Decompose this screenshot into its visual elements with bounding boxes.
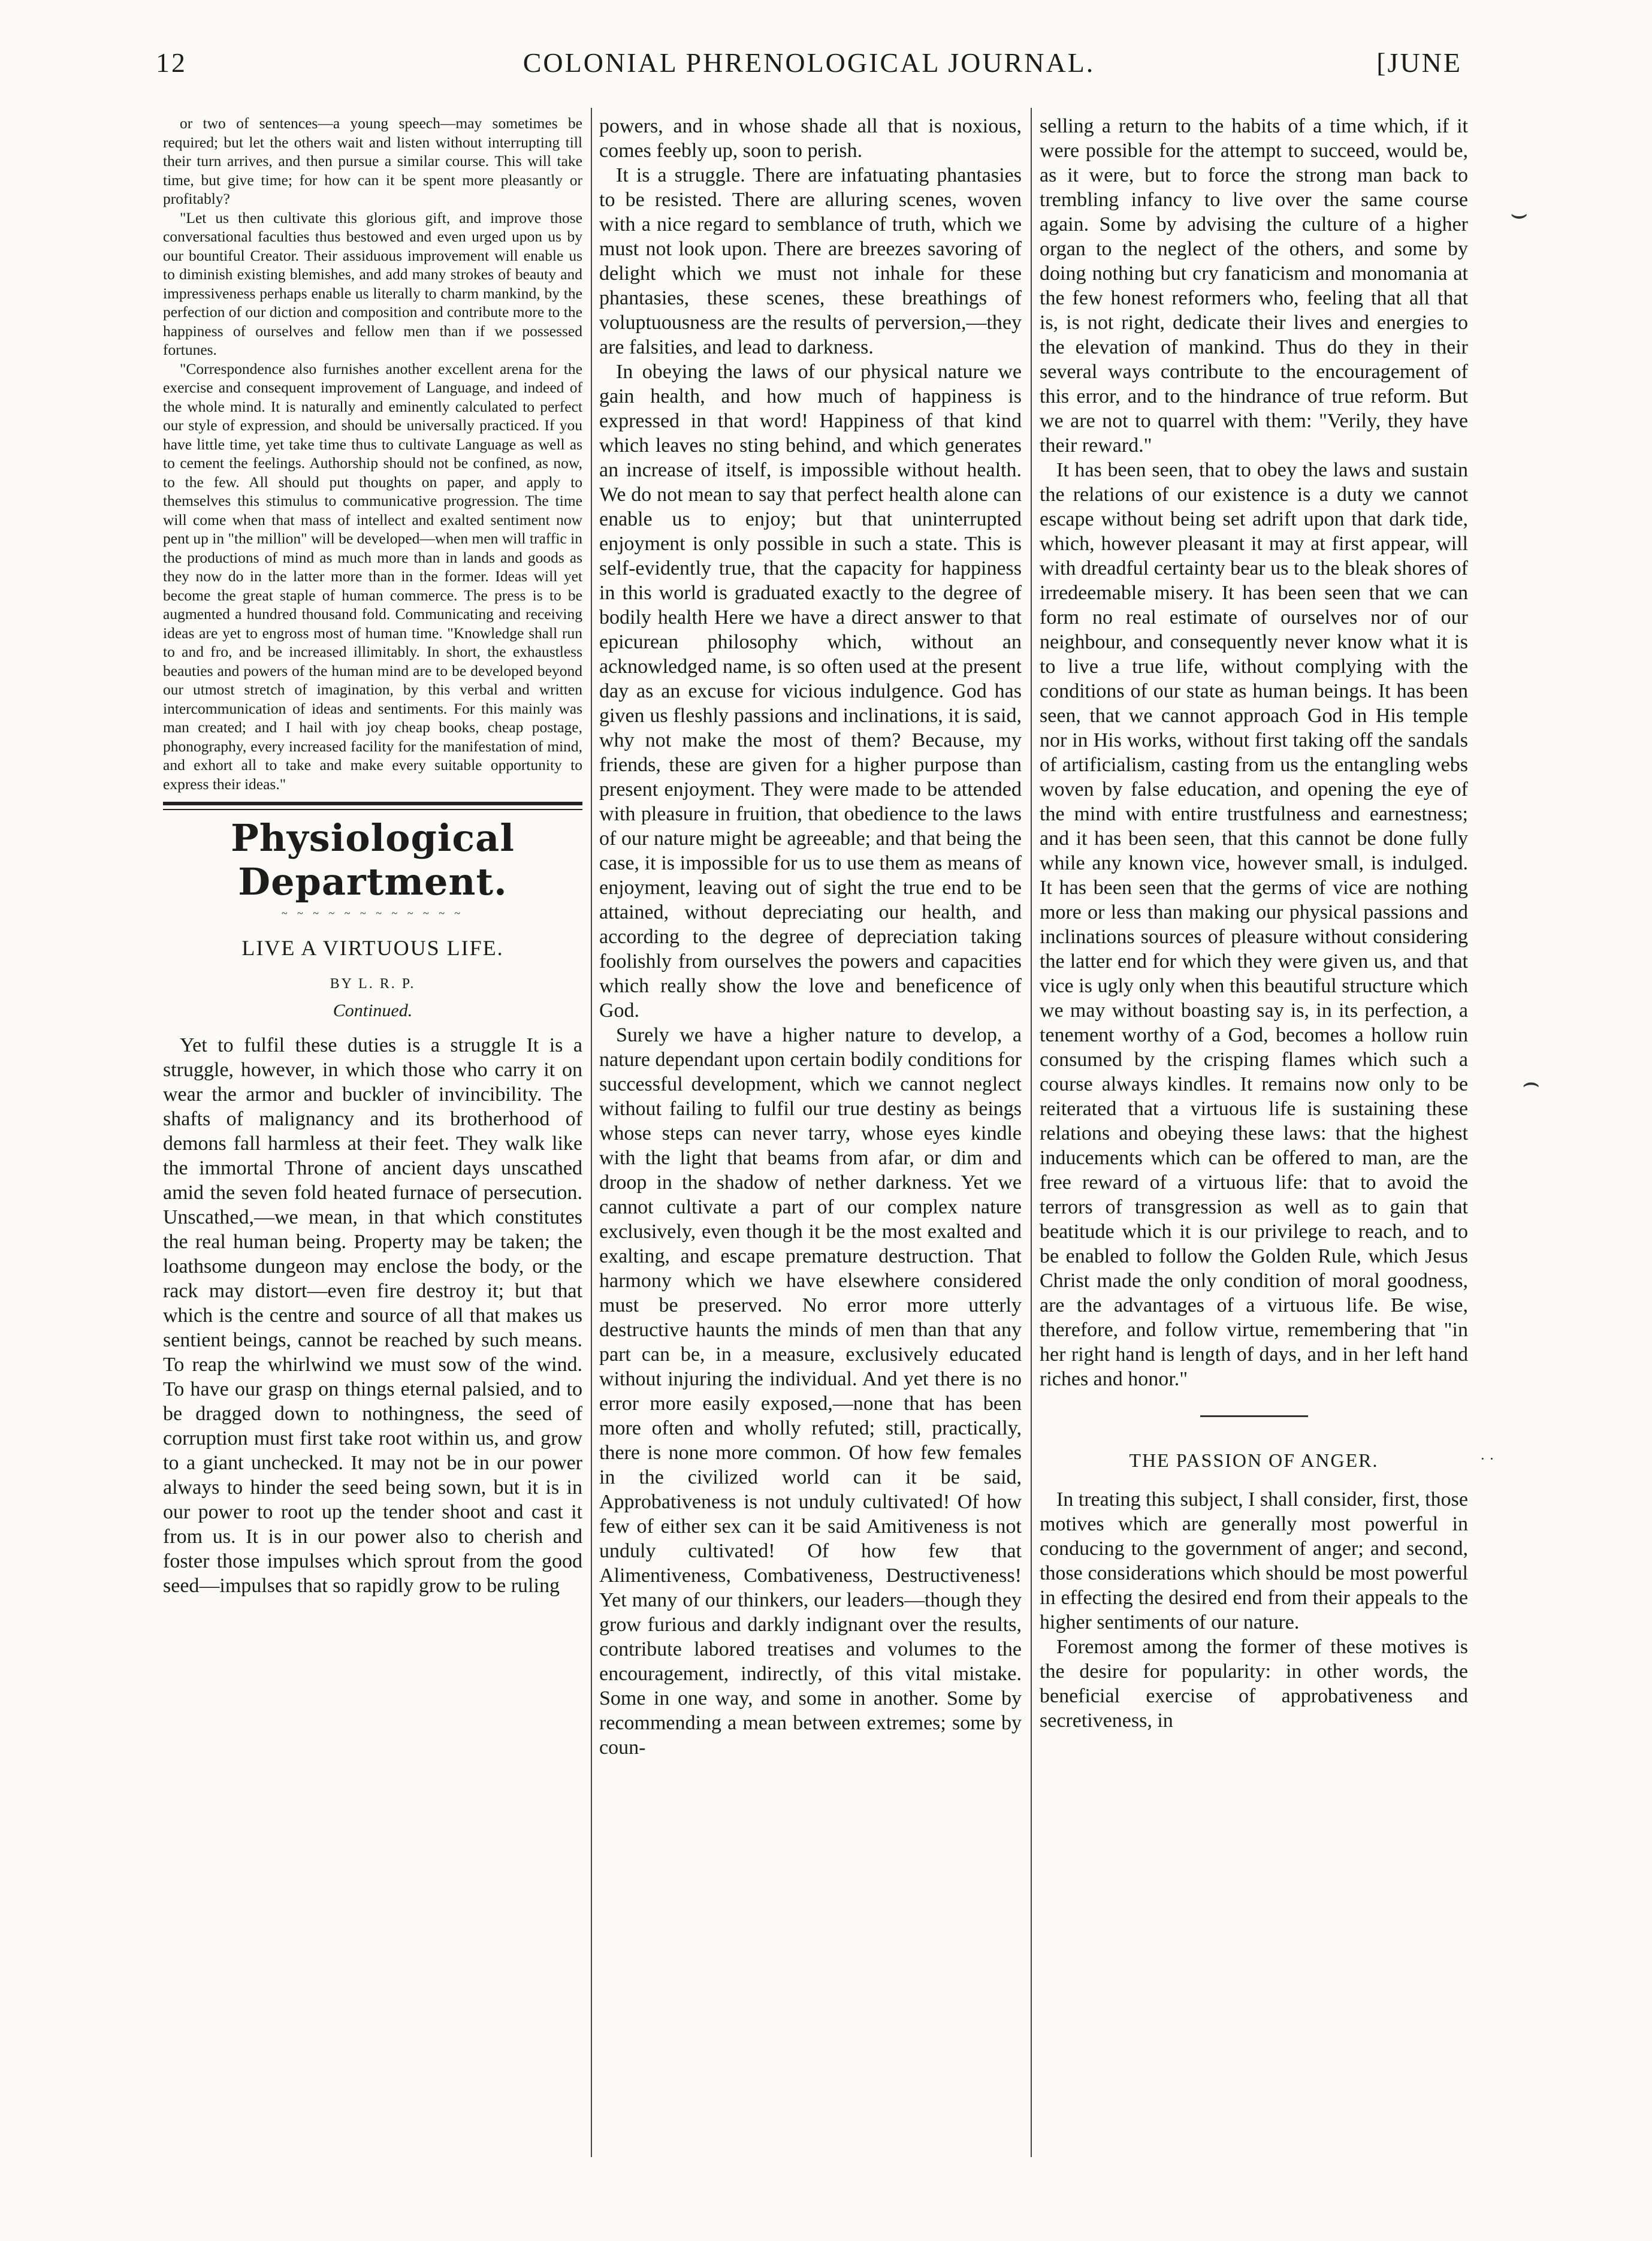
paragraph: It has been seen, that to obey the laws and sustain the relations of our existence is a duty we cannot escape without being set adrift upon that dark tide, which, however pleasant it may at first appear, will with dreadful certainty bear us to the bleak shores of irredeemable misery. It has been seen that we can form no real estimate of ourselves nor of our neighbour, and consequently never know what it is to live a true life, without complying with the conditions of our state as human beings. It has been seen, that we cannot approach God in His temple nor in His works, without first taking off the sandals of artificialism, casting from us the entangling webs woven by false education, and opening the eye of the mind with entire trustfulness and earnestness; and it has been seen, that this cannot be done fully while any known vice, however small, is indulged. It has been seen that the germs of vice are nothing more or less than making our physical passions and inclinations sources of pleasure without considering the latter end for which they were given us, and that vice is ugly only when this beautiful structure which we may without boasting say is, in its perfection, a tenement worthy of a God, becomes a hollow ruin consumed by the crisping flames which such a course always kindles. It remains now only to be reiterated that a virtuous life is sustaining these relations and obeying these laws: that the highest inducements which can be offered to man, are the free reward of a virtuous life: that to avoid the terrors of transgression as well as to gain that beatitude which it is our privilege to reach, and to be enabled to follow the Golden Rule, which Jesus Christ made the only condition of moral goodness, are the advantages of a virtuous life. Be wise, therefore, and follow virtue, remembering that "in her right hand is length of days, and in her left hand riches and honor.": [1040, 459, 1468, 1390]
paragraph: powers, and in whose shade all that is noxious, comes feebly up, soon to perish.: [599, 115, 1022, 162]
byline: BY L. R. P.: [330, 976, 416, 992]
paragraph: Surely we have a higher nature to develop, a nature dependant upon certain bodily conditions for successful development, which we cannot neglect without failing to fulfil our true destiny as beings whose steps can never tarry, whose eyes kindle with the light that beams from afar, or dim and droop in the shadow of nether darkness. Yet we cannot cultivate a part of our complex nature exclusively, even though it be the most exalted and exalting, and escape premature destruction. That harmony which we have elsewhere considered must be preserved. No error more utterly destructive haunts the minds of men than that any part can be, in a measure, exclusively educated without injuring the individual. And yet there is no error more easily exposed,—none that has been more often and wholly refuted; still, practically, there is none more common. Of how few females in the civilized world can it be said, Approbativeness is not unduly cultivated! Of how few of either sex can it be said Amitiveness is not unduly cultivated! Of how few that Alimentiveness, Combativeness, Destructiveness! Yet many of our thinkers, our leaders—though they grow furious and darkly indignant over the results, contribute labored treatises and volumes to the encouragement, indirectly, of this vital mistake. Some in one way, and some in another. Some by recommending a mean between extremes; some by coun-: [599, 1024, 1022, 1759]
paragraph: Yet to fulfil these duties is a struggle It is a struggle, however, in which those who carry it on wear the armor and buckler of invincibility. The shafts of malignancy and its brotherhood of demons fall harmless at their feet. They walk like the immortal Throne of ancient days unscathed amid the seven fold heated furnace of persecution. Unscathed,—we mean, in that which constitutes the real human being. Property may be taken; the loathsome dungeon may enclose the body, or the rack may distort—even fire destroy it; but that which is the centre and source of all that makes us sentient beings, cannot be reached by such means. To reap the whirlwind we must sow of the wind. To have our grasp on things eternal palsied, and to be dragged down to nothingness, the seed of corruption must first take root within us, and grow to a giant unchecked. It may not be in our power always to hinder the seed being sown, but it is in our power to root up the tender shoot and cast it from us. It is in our power also to cherish and foster those impulses which sprout from the good seed—impulses that so rapidly grow to be ruling: [163, 1034, 582, 1597]
paragraph: It is a struggle. There are infatuating phantasies to be resisted. There are alluring scenes, woven with a nice regard to semblance of truth, which we must not look upon. There are breezes savoring of delight which we must not inhale for these phantasies, these scenes, these breathings of voluptuousness are the results of perversion,—they are falsities, and lead to darkness.: [599, 164, 1022, 358]
paragraph: Foremost among the former of these motives is the desire for popularity: in other words, the beneficial exercise of approbativeness and secretiveness, in: [1040, 1636, 1468, 1732]
margin-mark: ⌢: [1522, 1067, 1541, 1098]
ornament-rule: ~ ~ ~ ~ ~ ~ ~ ~ ~ ~ ~ ~: [281, 907, 464, 919]
column-2: [599, 114, 1022, 2157]
department-title: Physiological Department.: [231, 816, 515, 904]
department-rule: [163, 802, 582, 810]
column-divider: [591, 108, 592, 2157]
column-3: [1040, 114, 1468, 2157]
paragraph: "Correspondence also furnishes another excellent arena for the exercise and consequent improvement of Language, and indeed of the whole mind. It is naturally and eminently calculated to perfect our style of expression, and should be universally practiced. If you have little time, yet take time thus to cultivate Language as well as to cement the feelings. Authorship should not be confined, as now, to the few. All should put thoughts on paper, and apply to themselves this stimulus to communicative progression. The time will come when that mass of intellect and exalted sentiment now pent up in "the million" will be developed—when men will traffic in the productions of mind as much more than in lands and goods as they now do in the latter more than in the former. Ideas will yet become the great staple of human commerce. The press is to be augmented a hundred thousand fold. Communicating and receiving ideas are yet to engross most of human time. "Knowledge shall run to and fro, and be increased illimitably. In short, the exhaustless beauties and powers of the human mind are to be developed beyond our utmost stretch of imagination, by this verbal and written intercommunication of ideas and sentiments. For this mainly was man created; and I hail with joy cheap books, cheap postage, phonography, every increased facility for the manifestation of mind, and exhort all to take and make every suitable opportunity to express their ideas.": [163, 360, 582, 793]
article-title: LIVE A VIRTUOUS LIFE.: [241, 936, 504, 960]
issue-month: [JUNE: [1376, 47, 1462, 78]
paragraph: In obeying the laws of our physical nature we gain health, and how much of happiness is expressed in that word! Happiness of that kind which leaves no sting behind, and which generates an increase of itself, is impossible without health. We do not mean to say that perfect health alone can enable us to enjoy; but that uninterrupted enjoyment is only possible in such a state. This is self-evidently true, that the capacity for happiness in this world is graduated exactly to the degree of bodily health Here we have a direct answer to that epicurean philosophy which, without an acknowledged name, is so often used at the present day as an excuse for vicious indulgence. God has given us fleshly passions and inclinations, it is said, why not make the most of them? Because, my friends, these are given for a higher purpose than present enjoyment. They were made to be attended with pleasure in fruition, that obedience to the laws of our nature might be agreeable; and that being the case, it is impossible for us to use them as means of enjoyment, leaving out of sight the true end to be attained, without depreciating our health, and according to the degree of depreciation taking foolishly from ourselves the powers and capacities which really show the love and beneficence of God.: [599, 361, 1022, 1022]
page-header: [156, 47, 1462, 101]
paragraph: In treating this subject, I shall consider, first, those motives which are generally most powerful in conducing to the government of anger; and second, those considerations which should be most powerful in effecting the desired end from their appeals to the higher sentiments of our nature.: [1040, 1488, 1468, 1633]
column-divider: [1031, 108, 1032, 2157]
correspondence-text: [163, 114, 582, 793]
paragraph: "Let us then cultivate this glorious gift, and improve those conversational faculties thus bestowed and even urged upon us by our bountiful Creator. Their assiduous improvement will enable us to diminish existing blemishes, and add many strokes of beauty and impressiveness perhaps enable us literally to charm mankind, by the perfection of our diction and composition and contribute more to the happiness of ourselves and fellow men than if we possessed fortunes.: [163, 209, 582, 358]
page-number: 12: [156, 47, 187, 78]
column-1: [163, 114, 582, 2157]
continued-label: Continued.: [333, 1001, 413, 1020]
paragraph: or two of sentences—a young speech—may sometimes be required; but let the others wait and listen without interrupting till their turn arrives, and then pursue a similar course. This will take time, but give time; for how can it be spent more pleasantly or profitably?: [163, 114, 582, 207]
section-divider: [1200, 1415, 1308, 1417]
journal-title: COLONIAL PHRENOLOGICAL JOURNAL.: [523, 47, 1095, 78]
article-title: THE PASSION OF ANGER.: [1129, 1449, 1379, 1471]
article-body: [163, 1033, 582, 1598]
margin-mark: · ·: [1480, 1450, 1494, 1467]
margin-mark: ⌣: [1510, 198, 1529, 229]
paragraph: selling a return to the habits of a time which, if it were possible for the attempt to succeed, would be, as it were, but to force the strong man back to trembling infancy to live over the same course again. Some by advising the culture of a higher organ to the neglect of the others, and some by doing nothing but cry fanaticism and monomania at the few honest reformers who, feeling that all that is, is not right, dedicate their lives and energies to the elevation of mankind. Thus do they in their several ways contribute to the encouragement of this error, and to the hindrance of true reform. But we are not to quarrel with them: "Verily, they have their reward.": [1040, 115, 1468, 457]
